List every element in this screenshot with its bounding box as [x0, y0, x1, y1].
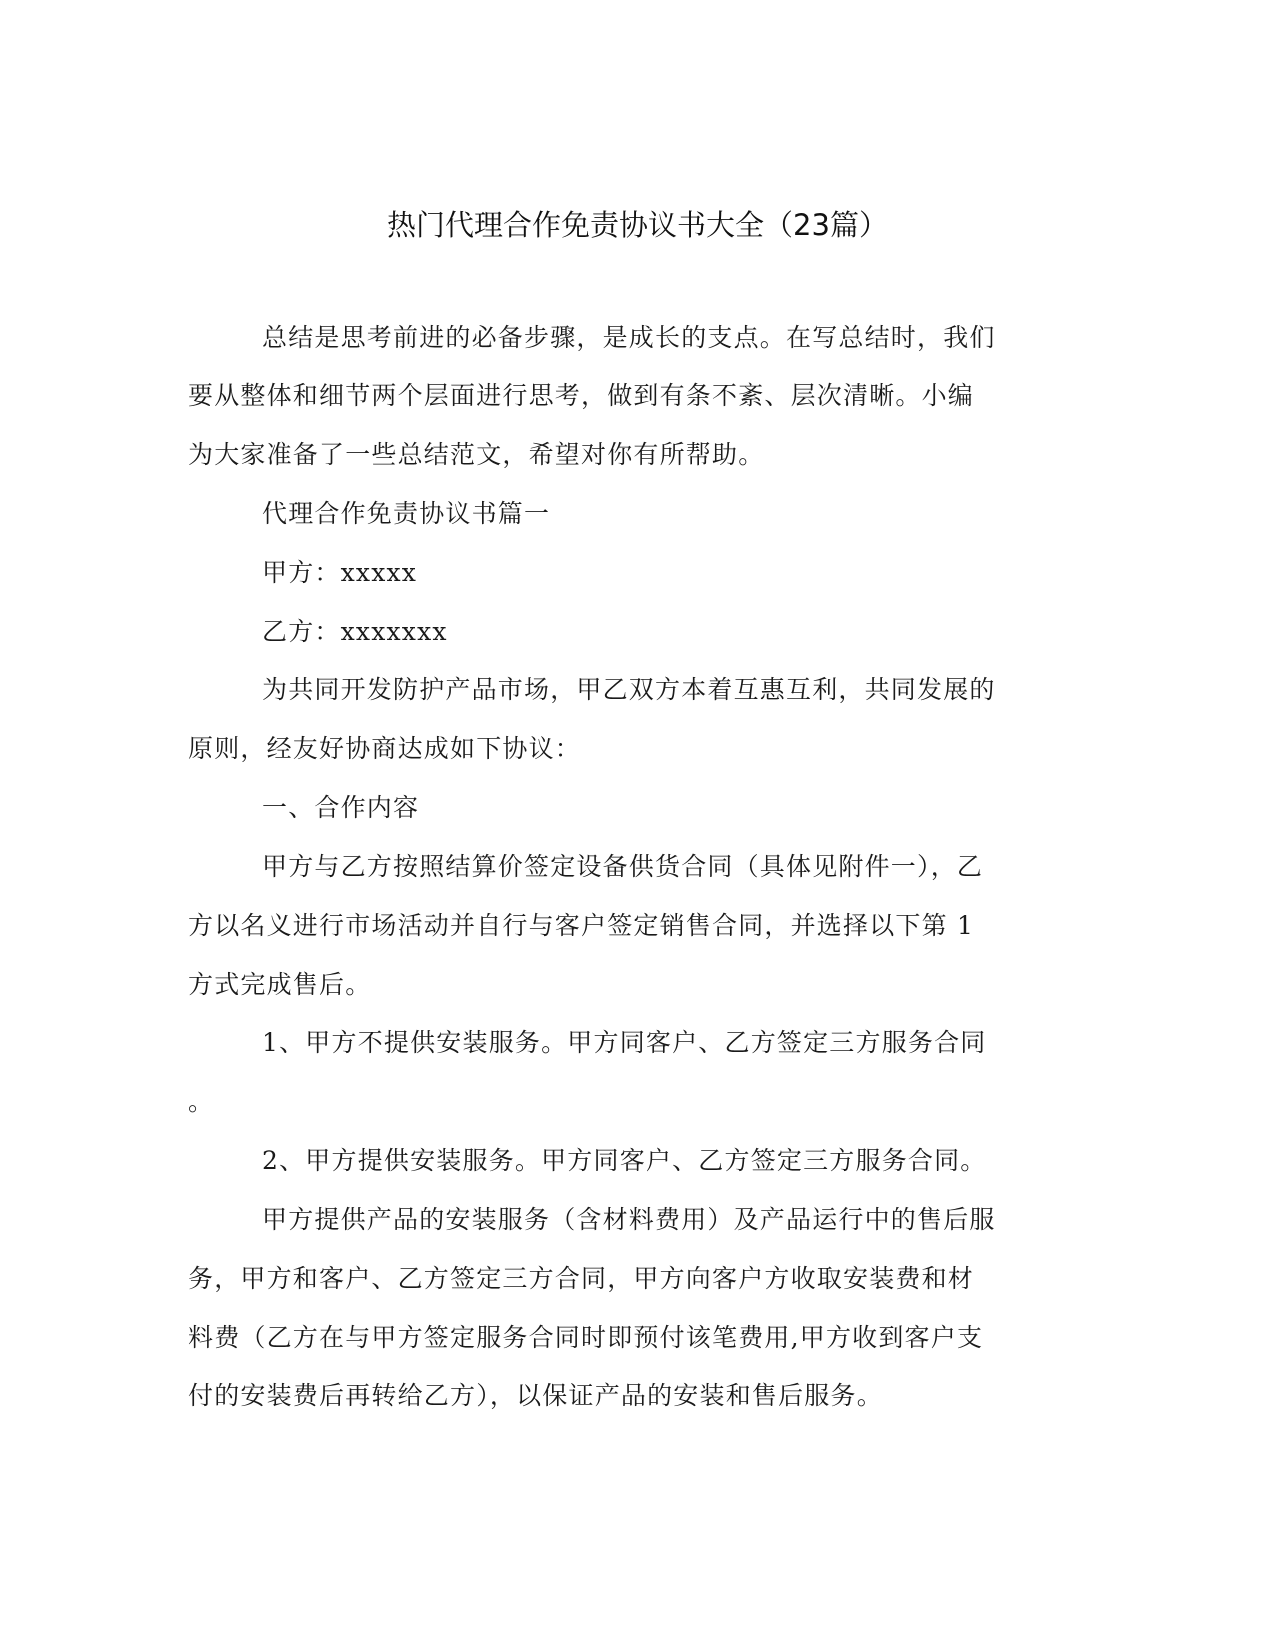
paragraph-line: 甲方与乙方按照结算价签定设备供货合同（具体见附件一），乙: [262, 852, 984, 881]
paragraph-line: 1、甲方不提供安装服务。甲方同客户、乙方签定三方服务合同: [262, 1028, 987, 1057]
paragraph-line: 为共同开发防护产品市场，甲乙双方本着互惠互利，共同发展的: [262, 675, 996, 704]
party-a-line: 甲方：xxxxx: [262, 558, 418, 587]
paragraph-line: 要从整体和细节两个层面进行思考，做到有条不紊、层次清晰。小编: [188, 381, 975, 410]
paragraph-line: 付的安装费后再转给乙方），以保证产品的安装和售后服务。: [188, 1381, 883, 1410]
party-b-line: 乙方：xxxxxxx: [262, 617, 448, 646]
paragraph-line: 。: [188, 1087, 215, 1116]
paragraph-line: 甲方提供产品的安装服务（含材料费用）及产品运行中的售后服: [262, 1205, 996, 1234]
paragraph-line: 原则，经友好协商达成如下协议：: [188, 734, 582, 763]
document-title: 热门代理合作免责协议书大全（23篇）: [387, 208, 888, 242]
section-heading: 一、合作内容: [262, 793, 420, 822]
paragraph-line: 料费（乙方在与甲方签定服务合同时即预付该笔费用,甲方收到客户支: [188, 1323, 984, 1352]
paragraph-line: 2、甲方提供安装服务。甲方同客户、乙方签定三方服务合同。: [262, 1146, 987, 1175]
paragraph-line: 方式完成售后。: [188, 970, 372, 999]
paragraph-line: 为大家准备了一些总结范文，希望对你有所帮助。: [188, 440, 765, 469]
paragraph-line: 务，甲方和客户、乙方签定三方合同，甲方向客户方收取安装费和材: [188, 1264, 975, 1293]
paragraph-line: 方以名义进行市场活动并自行与客户签定销售合同，并选择以下第 1: [188, 911, 975, 940]
section-heading: 代理合作免责协议书篇一: [262, 499, 551, 528]
paragraph-line: 总结是思考前进的必备步骤，是成长的支点。在写总结时，我们: [262, 323, 996, 352]
